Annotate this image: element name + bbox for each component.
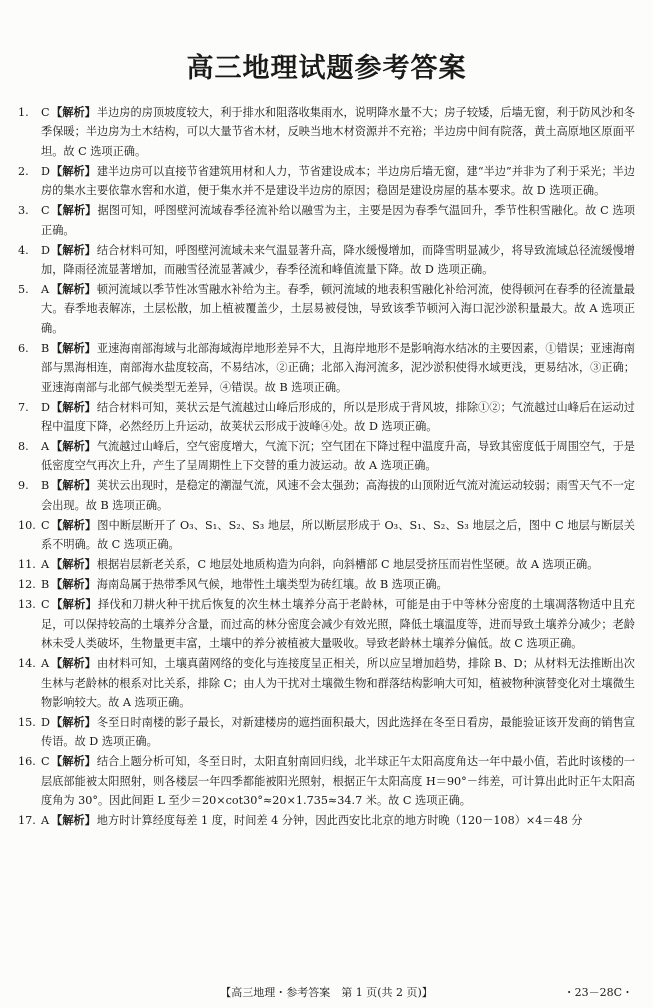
answer-letter: C bbox=[41, 204, 50, 218]
answer-item bbox=[18, 713, 635, 752]
answer-letter: A bbox=[41, 657, 50, 671]
question-number: 4. bbox=[18, 243, 29, 257]
question-number: 17. bbox=[18, 814, 36, 828]
answer-item bbox=[18, 516, 635, 555]
answer-letter: D bbox=[41, 715, 50, 729]
answer-letter: C bbox=[41, 598, 50, 612]
analysis-text: 结合上题分析可知，冬至日时，太阳直射南回归线，北半球正午太阳高度角达一年中最小值，若此时该楼的一层底部能被太阳照射，则各楼层一年四季都能被阳光照射，根据正午太阳高度 H＝90°－纬差，可计算出此时正午太阳高度角为 30°。因此间距 L 至少＝20×cot30°≈20×1.735≈34.7 米。故 C 选项正确。 bbox=[41, 755, 635, 808]
analysis-text: 结合材料可知，呼图壁河流域未来气温显著升高，降水缓慢增加，而降雪明显减少，将导致流域总径流缓慢增加，降雨径流显著增加，而融雪径流显著减少，春季径流和峰值流量下降。故 D 选项正确。 bbox=[41, 243, 635, 277]
analysis-tag: 【解析】 bbox=[51, 479, 96, 493]
answer-letter: D bbox=[41, 243, 50, 257]
analysis-text: 海南岛属于热带季风气候，地带性土壤类型为砖红壤。故 B 选项正确。 bbox=[96, 578, 448, 592]
footer-page-info: 【高三地理・参考答案 第 1 页(共 2 页)】 bbox=[220, 986, 433, 999]
answer-letter: A bbox=[41, 814, 50, 828]
analysis-text: 根据岩层新老关系，C 地层处地质构造为向斜，向斜槽部 C 地层受挤压而岩性坚硬。故 A 选项正确。 bbox=[96, 558, 599, 572]
answer-item bbox=[18, 437, 635, 476]
answer-item bbox=[18, 654, 635, 712]
analysis-tag: 【解析】 bbox=[51, 204, 97, 218]
analysis-text: 建半边房可以直接节省建筑用材和人力，节省建设成本；半边房后墙无窗，建“半边”并非为了利于采光；半边房的集水主要依靠水窖和水道，便于集水并不是建设半边房的原因；稳固是建设房屋的基本要求。故 D 选项正确。 bbox=[41, 164, 635, 198]
answer-item bbox=[18, 201, 635, 240]
analysis-tag: 【解析】 bbox=[51, 440, 96, 454]
question-number: 13. bbox=[18, 598, 36, 612]
question-number: 1. bbox=[18, 106, 29, 119]
question-number: 3. bbox=[18, 204, 29, 218]
answer-letter: C bbox=[41, 518, 50, 532]
question-number: 11. bbox=[18, 558, 36, 572]
analysis-text: 顿河流域以季节性冰雪融水补给为主。春季，顿河流域的地表积雪融化补给河流，使得顿河在春季的径流量最大。春季地表解冻，土层松散，加上植被覆盖少，土层易被侵蚀，导致该季节顿河入海口泥沙淤积量最大。故 A 选项正确。 bbox=[41, 283, 635, 335]
question-number: 14. bbox=[18, 657, 36, 671]
analysis-text: 图中断层断开了 O₃、S₁、S₂、S₃ 地层，所以断层形成于 O₃、S₁、S₂、S₃ 地层之后，图中 C 地层与断层关系不明确。故 C 选项正确。 bbox=[41, 518, 635, 552]
analysis-tag: 【解析】 bbox=[51, 598, 97, 612]
analysis-text: 半边房的房顶坡度较大，利于排水和阻落收集雨水，说明降水量不大；房子较矮，后墙无窗，利于防风沙和冬季保暖；半边房为土木结构，可以大量节省木材，反映当地木材资源并不充裕；半边房中间有院落，黄土高原地区原面平坦。故 C 选项正确。 bbox=[41, 106, 635, 158]
analysis-tag: 【解析】 bbox=[51, 578, 96, 592]
answer-letter: D bbox=[41, 164, 50, 178]
answer-item bbox=[18, 555, 635, 574]
analysis-tag: 【解析】 bbox=[51, 400, 96, 414]
question-number: 9. bbox=[18, 479, 29, 493]
answer-item bbox=[18, 575, 635, 594]
analysis-tag: 【解析】 bbox=[51, 518, 97, 532]
answer-list bbox=[18, 103, 635, 831]
question-number: 12. bbox=[18, 578, 36, 592]
answer-letter: D bbox=[41, 400, 50, 414]
analysis-tag: 【解析】 bbox=[51, 283, 96, 297]
analysis-text: 择伐和刀耕火种干扰后恢复的次生林土壤养分高于老龄林，可能是由于中等林分密度的土壤凋落物适中且充足，可以保持较高的土壤养分含量，而过高的林分密度会减少有效光照，降低土壤温度等，进而导致土壤养分减少；老龄林未受人类破坏，生物量更丰富，土壤中的养分被植被大量吸收。导致老龄林土壤养分偏低。故 C 选项正确。 bbox=[41, 598, 635, 651]
answer-letter: C bbox=[41, 755, 50, 769]
question-number: 6. bbox=[18, 341, 29, 355]
question-number: 15. bbox=[18, 715, 36, 729]
answer-letter: B bbox=[41, 578, 50, 592]
analysis-text: 结合材料可知，荚状云是气流越过山峰后形成的，所以是形成于背风坡，排除①②；气流越过山峰后在运动过程中温度下降，必然经历上升运动，故荚状云形成于波峰④处。故 D 选项正确。 bbox=[41, 400, 635, 434]
page-title: 高三地理试题参考答案 bbox=[186, 53, 467, 84]
analysis-tag: 【解析】 bbox=[51, 755, 96, 769]
question-number: 5. bbox=[18, 283, 29, 297]
analysis-text: 地方时计算经度每差 1 度，时间差 4 分钟，因此西安比北京的地方时晚（120－108）×4＝48 分 bbox=[96, 814, 583, 828]
analysis-tag: 【解析】 bbox=[51, 657, 97, 671]
answer-item bbox=[18, 241, 635, 280]
analysis-text: 由材料可知，土壤真菌网络的变化与连接度呈正相关，所以应呈增加趋势，排除 B、D；从材料无法推断出次生林与老龄林的根系对比关系，排除 C；由人为干扰对土壤微生物和群落结构影响大可知，植被物种演替变化对土壤微生物影响较大。故 A 选项正确。 bbox=[41, 657, 635, 709]
question-number: 10. bbox=[18, 518, 36, 532]
analysis-text: 亚速海南部海域与北部海域海岸地形差异不大，且海岸地形不是影响海水结冰的主要因素，①错误；亚速海南部与黑海相连，南部海水盐度较高，不易结冰，②正确；北部入海河流多，泥沙淤积使得水域更浅，更易结冰，③正确；亚速海南部与北部气候类型无差异，④错误。故 B 选项正确。 bbox=[41, 341, 635, 394]
question-number: 8. bbox=[18, 440, 29, 454]
answer-item bbox=[18, 280, 635, 338]
answer-item bbox=[18, 811, 635, 830]
question-number: 2. bbox=[18, 164, 29, 178]
analysis-tag: 【解析】 bbox=[51, 341, 96, 355]
answer-item bbox=[18, 162, 635, 201]
analysis-text: 气流越过山峰后，空气密度增大，气流下沉；空气团在下降过程中温度升高，导致其密度低于周围空气，于是低密度空气再次上升，产生了呈周期性上下交替的重力波运动。故 A 选项正确。 bbox=[41, 440, 635, 473]
answer-item bbox=[18, 398, 635, 437]
answer-item bbox=[18, 476, 635, 515]
analysis-text: 荚状云出现时，是稳定的潮湿气流，风速不会太强劲；高海拔的山顶附近气流对流运动较弱；雨雪天气不一定会出现。故 B 选项正确。 bbox=[41, 479, 635, 512]
answer-item bbox=[18, 752, 635, 810]
answer-letter: B bbox=[41, 479, 50, 493]
answer-letter: A bbox=[41, 440, 50, 454]
analysis-tag: 【解析】 bbox=[51, 814, 96, 828]
analysis-text: 冬至日时南楼的影子最长，对新建楼房的遮挡面积最大，因此选择在冬至日看房，最能验证该开发商的销售宣传语。故 D 选项正确。 bbox=[41, 715, 635, 749]
answer-letter: A bbox=[41, 283, 50, 297]
analysis-tag: 【解析】 bbox=[51, 106, 96, 119]
analysis-tag: 【解析】 bbox=[51, 243, 96, 257]
answer-letter: A bbox=[41, 558, 50, 572]
answer-letter: B bbox=[41, 341, 50, 355]
page-footer bbox=[0, 984, 653, 1002]
answer-letter: C bbox=[41, 106, 50, 119]
question-number: 16. bbox=[18, 755, 36, 769]
answer-item bbox=[18, 103, 635, 161]
analysis-text: 据图可知，呼图壁河流域春季径流补给以融雪为主，主要是因为春季气温回升，季节性积雪融化。故 C 选项正确。 bbox=[41, 204, 635, 237]
analysis-tag: 【解析】 bbox=[51, 715, 96, 729]
answer-item bbox=[18, 339, 635, 397]
footer-exam-code: ・23－28C・ bbox=[563, 986, 633, 999]
analysis-tag: 【解析】 bbox=[51, 164, 96, 178]
answer-item bbox=[18, 595, 635, 653]
analysis-tag: 【解析】 bbox=[51, 558, 96, 572]
question-number: 7. bbox=[18, 400, 29, 414]
